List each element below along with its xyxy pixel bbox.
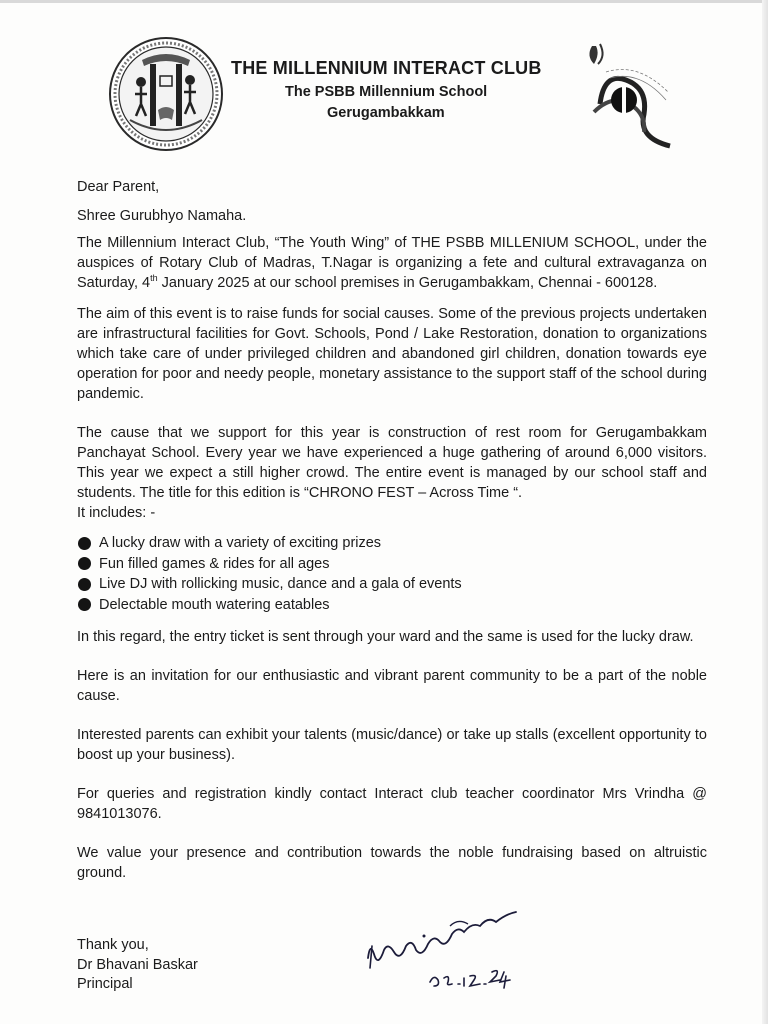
ticket-paragraph: In this regard, the entry ticket is sent through your ward and the same is used for the lucky draw. [77, 629, 694, 645]
event-highlights-list [77, 533, 707, 615]
bullet-icon [78, 537, 91, 550]
salutation: Dear Parent, [77, 179, 160, 195]
cause-paragraph: The cause that we support for this year is construction of rest room for Gerugambakkam Panchayat School. Every year we have experienced a huge gathering of around 6,000 visitors. This year we expect a still higher crowd. The entire event is managed by our school staff and students. The title for this edition is “CHRONO FEST – Across Time “. [77, 425, 707, 501]
bullet-icon [78, 598, 91, 611]
bullet-icon [78, 578, 91, 591]
list-item [77, 574, 707, 595]
talents-paragraph: Interested parents can exhibit your talents (music/dance) or take up stalls (excellent opportunity to boost up your business). [77, 727, 707, 763]
list-item-text: Live DJ with rollicking music, dance and a gala of events [99, 576, 462, 592]
top-edge [0, 0, 768, 3]
closing-paragraph: We value your presence and contribution towards the noble fundraising based on altruistic ground. [77, 845, 707, 881]
invitation-paragraph: Here is an invitation for our enthusiastic and vibrant parent community to be a part of the noble cause. [77, 668, 707, 704]
interact-club-logo [108, 36, 224, 152]
intro-paragraph [77, 233, 707, 293]
page-edge [762, 0, 768, 1024]
club-name: THE MILLENNIUM INTERACT CLUB [231, 58, 542, 78]
aim-paragraph: The aim of this event is to raise funds for social causes. Some of the previous projects undertaken are infrastructural facilities for Govt. Schools, Pond / Lake Restoration, donation to organizations which take care of under privileged children and abandoned girl children, donation towards eye operation for poor and needy people, monetary assistance to the support staff of the school during pandemic. [77, 306, 707, 402]
intro-text-1: The Millennium Interact Club, “The Youth Wing” of THE PSBB MILLENIUM SCHOOL, under the auspices of Rotary Club of Madras, T.Nagar is organizing a fete and cultural extravaganza on Saturday, 4 [77, 235, 707, 291]
list-item-text: Delectable mouth watering eatables [99, 596, 330, 613]
signatory-title: Principal [77, 976, 133, 992]
intro-text-2: January 2025 at our school premises in Gerugambakkam, Chennai - 600128. [157, 275, 658, 291]
list-item [77, 554, 707, 575]
list-item [77, 595, 707, 616]
list-item-text: Fun filled games & rides for all ages [99, 555, 330, 572]
letter-body [77, 177, 707, 883]
queries-paragraph: For queries and registration kindly contact Interact club teacher coordinator Mrs Vrindha @ 9841013076. [77, 786, 707, 822]
closing-block [77, 936, 198, 995]
list-item [77, 533, 707, 554]
bullet-icon [78, 557, 91, 570]
date-suffix: th [150, 273, 158, 284]
school-name: The PSBB Millennium School [285, 84, 488, 100]
signatory-name: Dr Bhavani Baskar [77, 956, 198, 973]
includes-label: It includes: - [77, 505, 156, 521]
handwritten-signature [360, 902, 530, 992]
school-logo [586, 42, 678, 152]
list-item-text: A lucky draw with a variety of exciting prizes [99, 535, 382, 551]
closing-thanks: Thank you, [77, 937, 149, 953]
school-location: Gerugambakkam [327, 105, 445, 121]
blessing: Shree Gurubhyo Namaha. [77, 208, 247, 224]
